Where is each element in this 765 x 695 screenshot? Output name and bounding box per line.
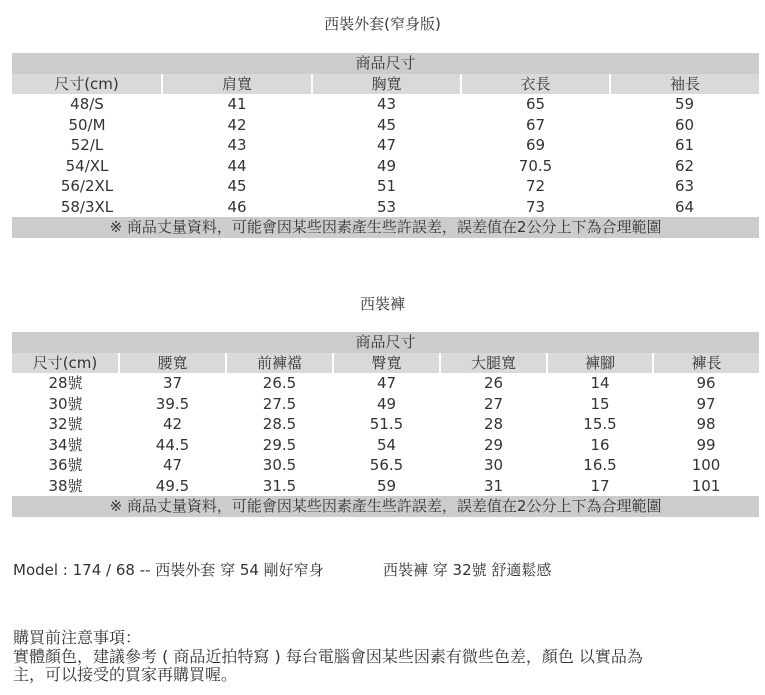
- table-cell: 56/2XL: [60, 177, 114, 196]
- table-cell: 51: [376, 177, 397, 196]
- table-cell: 99: [696, 435, 716, 454]
- table-cell: 69: [525, 136, 546, 155]
- table-cell: 62: [674, 156, 695, 175]
- table-cell: 30.5: [262, 456, 297, 475]
- table-row: [12, 394, 759, 415]
- table-row: [12, 135, 759, 156]
- table-cell: 38號: [48, 476, 83, 495]
- table-cell: 49: [376, 156, 397, 175]
- table-cell: 15.5: [583, 415, 617, 434]
- table-cell: 65: [525, 95, 546, 114]
- table-cell: 30: [483, 456, 504, 475]
- table-cell: 45: [227, 177, 247, 196]
- table-cell: 54: [376, 435, 397, 454]
- jacket-title: 西裝外套(窄身版): [324, 15, 441, 33]
- table-cell: 101: [691, 476, 721, 495]
- table-cell: 67: [525, 115, 546, 134]
- table-cell: 97: [696, 394, 716, 413]
- table-cell: 59: [376, 476, 397, 495]
- table-row: [12, 176, 759, 197]
- table-cell: 28號: [48, 374, 83, 393]
- table-cell: 30號: [48, 394, 83, 413]
- table-cell: 58/3XL: [60, 197, 114, 216]
- notice-line: 實體顏色，建議參考 ( 商品近拍特寫 ) 每台電腦會因某些因素有微些色差，顏色 以實品為: [13, 647, 643, 666]
- table-cell: 36號: [48, 456, 83, 475]
- column-header: 袖長: [610, 74, 759, 95]
- column-header: 衣長: [461, 74, 610, 95]
- table-cell: 63: [674, 177, 695, 196]
- table-row: [12, 156, 759, 177]
- jacket-table-caption: 商品尺寸: [12, 53, 759, 74]
- table-cell: 37: [162, 374, 183, 393]
- table-cell: 50/M: [68, 115, 106, 134]
- table-cell: 46: [227, 197, 247, 216]
- table-cell: 49: [376, 394, 397, 413]
- column-header: 褲腳: [547, 353, 653, 374]
- column-header: 尺寸(cm): [12, 353, 119, 374]
- table-cell: 52/L: [70, 136, 104, 155]
- pants-table-caption: 商品尺寸: [12, 332, 759, 353]
- column-header: 大腿寬: [440, 353, 547, 374]
- table-cell: 27.5: [262, 394, 297, 413]
- column-header: 臀寬: [333, 353, 440, 374]
- table-cell: 15: [590, 394, 610, 413]
- table-cell: 47: [376, 374, 397, 393]
- table-row: [12, 373, 759, 394]
- table-cell: 54/XL: [65, 156, 109, 175]
- table-row: [12, 197, 759, 218]
- measurement-note: ※ 商品丈量資料，可能會因某些因素產生些許誤差，誤差值在2公分上下為合理範圍: [12, 496, 759, 517]
- table-cell: 44: [227, 156, 247, 175]
- table-cell: 14: [590, 374, 610, 393]
- table-cell: 72: [525, 177, 546, 196]
- table-row: [12, 115, 759, 136]
- table-cell: 47: [162, 456, 183, 475]
- table-cell: 26.5: [262, 374, 297, 393]
- measurement-note: ※ 商品丈量資料，可能會因某些因素產生些許誤差，誤差值在2公分上下為合理範圍: [12, 217, 759, 238]
- column-header: 胸寬: [312, 74, 461, 95]
- table-row: [12, 94, 759, 115]
- model-jacket-info: Model : 174 / 68 -- 西裝外套 穿 54 剛好窄身: [13, 561, 324, 579]
- table-row: [12, 414, 759, 435]
- table-cell: 60: [674, 115, 695, 134]
- column-header: 肩寬: [162, 74, 312, 95]
- table-cell: 100: [691, 456, 721, 475]
- pants-title: 西裝褲: [359, 295, 405, 313]
- table-cell: 48/S: [70, 95, 104, 114]
- table-cell: 56.5: [369, 456, 404, 475]
- table-cell: 61: [674, 136, 695, 155]
- notice-heading: 購買前注意事項：: [13, 628, 142, 647]
- table-cell: 64: [674, 197, 695, 216]
- table-cell: 42: [227, 115, 247, 134]
- column-header: 褲長: [653, 353, 759, 374]
- table-cell: 49.5: [155, 476, 190, 495]
- table-cell: 59: [674, 95, 695, 114]
- table-cell: 51.5: [369, 415, 404, 434]
- table-cell: 16: [590, 435, 610, 454]
- table-cell: 17: [590, 476, 610, 495]
- table-cell: 43: [227, 136, 247, 155]
- table-row: [12, 455, 759, 476]
- table-cell: 28: [483, 415, 504, 434]
- table-cell: 39.5: [155, 394, 190, 413]
- table-cell: 73: [525, 197, 546, 216]
- jacket-size-table: [12, 53, 759, 238]
- column-header: 前褲襠: [226, 353, 333, 374]
- table-cell: 53: [376, 197, 397, 216]
- pants-size-table: [12, 332, 759, 517]
- table-cell: 96: [696, 374, 716, 393]
- table-cell: 32號: [48, 415, 83, 434]
- table-cell: 43: [376, 95, 397, 114]
- table-cell: 26: [483, 374, 504, 393]
- column-header: 尺寸(cm): [12, 74, 162, 95]
- notice-line: 主，可以接受的買家再購買喔。: [13, 665, 238, 684]
- table-cell: 29: [483, 435, 504, 454]
- table-row: [12, 435, 759, 456]
- table-cell: 29.5: [262, 435, 297, 454]
- table-row: [12, 476, 759, 497]
- table-cell: 47: [376, 136, 397, 155]
- table-cell: 28.5: [262, 415, 297, 434]
- table-cell: 16.5: [583, 456, 617, 475]
- table-cell: 31.5: [262, 476, 297, 495]
- table-cell: 44.5: [155, 435, 190, 454]
- table-cell: 70.5: [518, 156, 553, 175]
- table-cell: 27: [483, 394, 504, 413]
- table-cell: 98: [696, 415, 716, 434]
- table-cell: 42: [162, 415, 183, 434]
- table-cell: 41: [227, 95, 247, 114]
- model-pants-info: 西裝褲 穿 32號 舒適鬆感: [383, 561, 552, 579]
- column-header: 腰寬: [119, 353, 226, 374]
- table-cell: 31: [483, 476, 504, 495]
- table-cell: 34號: [48, 435, 83, 454]
- table-cell: 45: [376, 115, 397, 134]
